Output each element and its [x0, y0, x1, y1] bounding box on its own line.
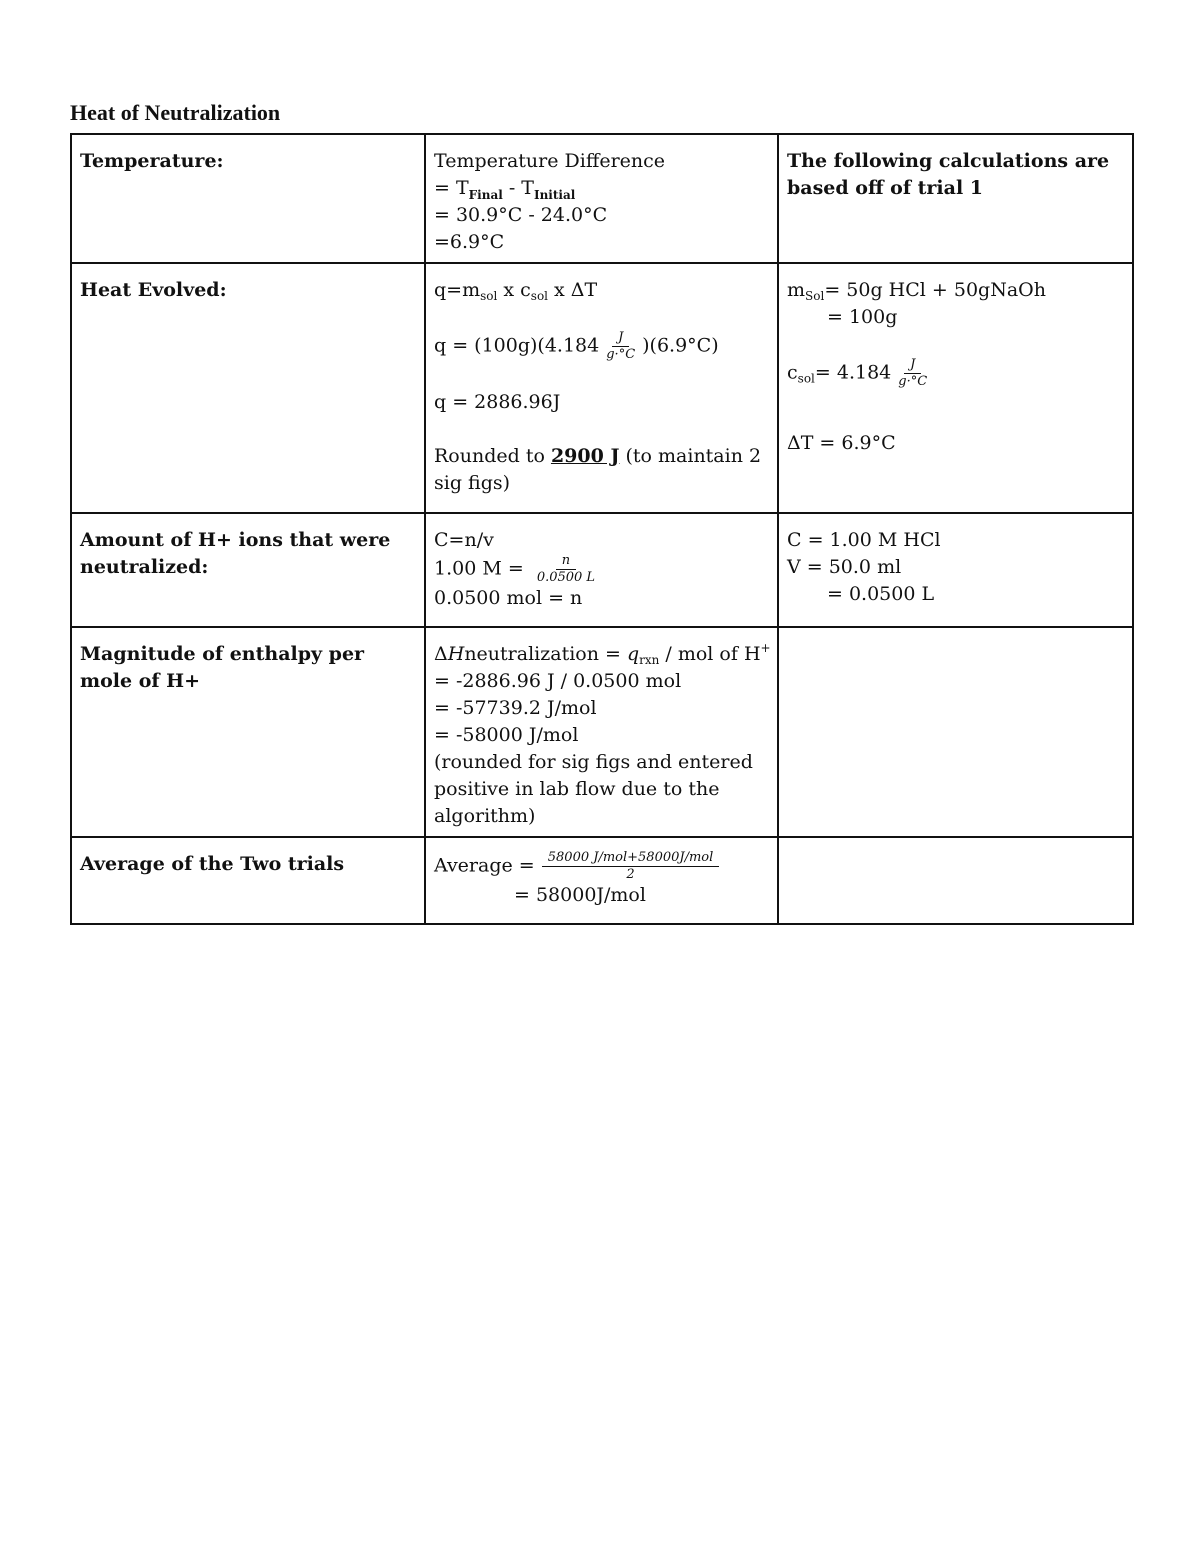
note-cell	[778, 263, 1133, 513]
calculation-table	[70, 133, 1134, 925]
row-label-cell	[71, 263, 425, 513]
calculation-cell	[425, 513, 778, 627]
table-row-average	[71, 837, 1133, 924]
fraction	[892, 358, 933, 389]
calc-line	[434, 277, 769, 304]
note-text: m	[787, 279, 806, 301]
calculation-cell	[425, 627, 778, 837]
fraction-denominator: g·°C	[898, 374, 928, 389]
calc-text: neutralization =	[464, 643, 627, 665]
calc-line	[434, 641, 769, 668]
note-text: = 4.184	[814, 361, 892, 384]
calc-line: = -58000 J/mol	[434, 724, 579, 746]
table-row-enthalpy	[71, 627, 1133, 837]
row-label-cell	[71, 627, 425, 837]
calc-text: x c	[497, 279, 531, 301]
fraction	[542, 851, 720, 882]
row-label-cell	[71, 134, 425, 263]
note-cell	[778, 134, 1133, 263]
note-line: ΔT = 6.9°C	[787, 432, 896, 454]
calc-line: (rounded for sig figs and entered positive in lab flow due to the algorithm)	[434, 751, 753, 827]
fraction	[600, 331, 641, 362]
row-label: Amount of H+ ions that were neutralized:	[80, 529, 391, 578]
table-row-temperature	[71, 134, 1133, 263]
trial-note: The following calculations are based off of trial 1	[787, 150, 1110, 199]
fraction-denominator: g·°C	[606, 347, 636, 362]
subscript: sol	[530, 289, 549, 303]
calculation-cell	[425, 263, 778, 513]
calc-text: Average =	[434, 854, 541, 877]
subscript: sol	[480, 289, 498, 303]
calc-symbol: q	[626, 643, 640, 665]
note-text: = 50g HCl + 50gNaOh	[824, 279, 1046, 301]
calc-line: = 30.9°C - 24.0°C	[434, 204, 608, 226]
calc-line: = 58000J/mol	[514, 884, 646, 906]
note-line	[787, 277, 1124, 304]
calculation-cell	[425, 134, 778, 263]
row-label-cell	[71, 837, 425, 924]
note-line: V = 50.0 ml	[787, 556, 902, 578]
calc-line: Temperature Difference	[434, 150, 666, 172]
note-cell	[778, 627, 1133, 837]
calc-text: q=m	[434, 279, 481, 301]
fraction-numerator: 58000 J/mol+58000J/mol	[542, 851, 720, 867]
calc-text: 1.00 M =	[434, 557, 530, 580]
calc-line: =6.9°C	[434, 231, 505, 253]
calc-text: (to maintain 2 sig figs)	[434, 445, 762, 494]
calc-line: = -57739.2 J/mol	[434, 697, 597, 719]
note-line	[787, 358, 1124, 389]
fraction-numerator: n	[556, 554, 576, 570]
calc-symbol: H	[447, 643, 465, 665]
row-label: Heat Evolved:	[80, 279, 227, 301]
fraction-numerator: J	[612, 331, 629, 347]
calc-line: q = 2886.96J	[434, 391, 561, 413]
fraction	[531, 554, 601, 585]
subscript: sol	[797, 371, 815, 386]
calc-line	[434, 331, 769, 362]
calc-line	[434, 851, 769, 882]
rounded-value: 2900 J	[550, 445, 620, 467]
superscript: +	[760, 641, 771, 655]
subscript: Initial	[533, 188, 576, 202]
page-title: Heat of Neutralization	[70, 100, 281, 125]
calc-text: Rounded to	[434, 445, 551, 467]
calc-line	[434, 175, 769, 202]
row-label: Average of the Two trials	[80, 853, 345, 875]
calculation-cell	[425, 837, 778, 924]
subscript: rxn	[639, 653, 660, 667]
calc-text: )(6.9°C)	[642, 334, 719, 357]
calc-line: = -2886.96 J / 0.0500 mol	[434, 670, 682, 692]
note-line: = 0.0500 L	[827, 583, 935, 605]
calc-line	[434, 554, 769, 585]
calc-text: - T	[502, 177, 534, 199]
calc-line: C=n/v	[434, 529, 494, 551]
note-cell	[778, 513, 1133, 627]
table-row-h-ions	[71, 513, 1133, 627]
calc-text: / mol of H	[659, 643, 761, 665]
note-cell	[778, 837, 1133, 924]
calc-line: 0.0500 mol = n	[434, 587, 583, 609]
fraction-numerator: J	[904, 358, 921, 374]
calc-line	[434, 443, 769, 497]
row-label: Temperature:	[80, 150, 224, 172]
calc-text: q = (100g)(4.184	[434, 334, 600, 357]
subscript: Final	[468, 188, 503, 202]
note-line: = 100g	[827, 306, 898, 328]
note-text: c	[787, 361, 798, 384]
fraction-denominator: 2	[626, 867, 635, 882]
calc-text: Δ	[434, 643, 448, 665]
calc-text: x ΔT	[548, 279, 598, 301]
row-label-cell	[71, 513, 425, 627]
calc-text: = T	[434, 177, 469, 199]
subscript: Sol	[805, 289, 825, 303]
note-line: C = 1.00 M HCl	[787, 529, 941, 551]
table-row-heat-evolved	[71, 263, 1133, 513]
row-label: Magnitude of enthalpy per mole of H+	[80, 643, 365, 692]
fraction-denominator: 0.0500 L	[536, 570, 596, 585]
